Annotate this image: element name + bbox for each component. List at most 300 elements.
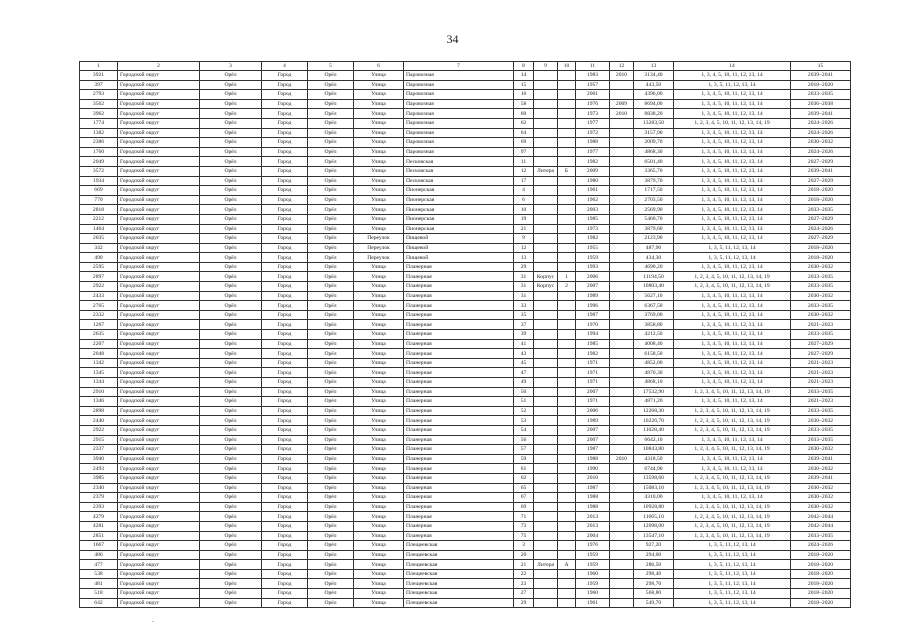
table-cell (558, 569, 576, 579)
table-cell: 61 (514, 464, 534, 474)
table-cell: Город (262, 128, 308, 138)
table-row (80, 71, 851, 81)
table-cell: 58 (514, 99, 534, 109)
table-cell: Планерная (404, 483, 514, 493)
table-cell: 1, 3, 4, 5, 10, 11, 12, 13, 14 (674, 205, 791, 215)
table-cell (610, 157, 634, 167)
table-cell (534, 205, 558, 215)
table-cell: Планерная (404, 378, 514, 388)
table-cell: Город (262, 349, 308, 359)
table-cell: Планерная (404, 435, 514, 445)
table-row (80, 243, 851, 253)
table-cell (558, 195, 576, 205)
table-cell: Корпус (534, 272, 558, 282)
table-cell: Городской округ (118, 435, 200, 445)
table-cell: Город (262, 445, 308, 455)
table-cell (558, 205, 576, 215)
table-cell: 3940 (80, 454, 118, 464)
table-cell: 60 (514, 109, 534, 119)
table-cell: 1, 3, 5, 11, 12, 13, 14 (674, 550, 791, 560)
table-cell: Песковская (404, 157, 514, 167)
table-cell: 4279 (80, 512, 118, 522)
table-cell: Орёл (308, 157, 354, 167)
table-cell: 1, 2, 3, 4, 5, 10, 11, 12, 13, 14, 19 (674, 531, 791, 541)
table-cell: 1, 3, 4, 5, 10, 11, 12, 13, 14 (674, 493, 791, 503)
table-cell: Городской округ (118, 339, 200, 349)
table-cell: 1960 (576, 589, 610, 599)
table-cell (558, 368, 576, 378)
table-cell (558, 521, 576, 531)
table-cell: Плещеевская (404, 589, 514, 599)
table-cell: 1, 3, 4, 5, 10, 11, 12, 13, 14 (674, 368, 791, 378)
table-cell (610, 234, 634, 244)
table-row (80, 569, 851, 579)
table-row (80, 416, 851, 426)
table-cell: 3365,70 (634, 166, 674, 176)
table-cell: Городской округ (118, 521, 200, 531)
table-cell (610, 483, 634, 493)
table-cell: Орёл (200, 205, 262, 215)
table-cell (610, 473, 634, 483)
table-cell: 12268,30 (634, 406, 674, 416)
table-cell: А (558, 560, 576, 570)
table-cell: Городской округ (118, 310, 200, 320)
table-cell: Город (262, 195, 308, 205)
table-cell: Орёл (308, 118, 354, 128)
table-row (80, 138, 851, 148)
table-cell: Город (262, 560, 308, 570)
table-cell: 67 (514, 493, 534, 503)
table-cell (534, 454, 558, 464)
table-cell: Орёл (200, 320, 262, 330)
table-cell: 1, 3, 5, 11, 12, 13, 14 (674, 243, 791, 253)
table-cell: 4396,00 (634, 90, 674, 100)
table-cell: 1970 (576, 320, 610, 330)
table-cell: 518 (80, 589, 118, 599)
table-cell: 54 (514, 425, 534, 435)
table-cell: Город (262, 502, 308, 512)
table-cell: 2010 (576, 473, 610, 483)
table-cell: 1960 (576, 569, 610, 579)
table-cell (534, 262, 558, 272)
table-cell: Улица (354, 521, 404, 531)
table-cell: Город (262, 531, 308, 541)
table-cell: 1 (558, 272, 576, 282)
table-cell: Плещеевская (404, 598, 514, 608)
table-cell: 298,70 (634, 579, 674, 589)
table-cell: Орёл (200, 473, 262, 483)
table-cell: Улица (354, 502, 404, 512)
table-cell: Городской округ (118, 234, 200, 244)
table-cell: 1982 (576, 157, 610, 167)
table-cell: 1980 (576, 176, 610, 186)
table-cell: Планерная (404, 310, 514, 320)
table-row (80, 406, 851, 416)
table-cell: 2030–2032 (791, 464, 851, 474)
table-cell: 2018–2020 (791, 589, 851, 599)
table-cell: 1346 (80, 397, 118, 407)
table-cell: 2440 (80, 416, 118, 426)
table-cell (610, 272, 634, 282)
table-cell: 1989 (576, 416, 610, 426)
table-cell: 1345 (80, 368, 118, 378)
table-cell (610, 569, 634, 579)
table-cell: Город (262, 234, 308, 244)
table-body (80, 62, 851, 608)
table-cell: 1, 3, 4, 5, 10, 11, 12, 13, 14 (674, 214, 791, 224)
table-cell: Орёл (308, 541, 354, 551)
table-cell: Город (262, 493, 308, 503)
table-cell: Пионерская (404, 205, 514, 215)
table-cell: Городской округ (118, 118, 200, 128)
table-row (80, 378, 851, 388)
table-cell: Городской округ (118, 330, 200, 340)
table-cell: 2027–2029 (791, 339, 851, 349)
table-cell: Улица (354, 71, 404, 81)
table-cell: 2033–2035 (791, 282, 851, 292)
table-cell: Город (262, 176, 308, 186)
table-cell: 2379 (80, 493, 118, 503)
table-cell: Город (262, 109, 308, 119)
table-cell: 770 (80, 195, 118, 205)
table-cell: 1, 3, 4, 5, 10, 11, 12, 13, 14 (674, 378, 791, 388)
table-cell: Городской округ (118, 464, 200, 474)
table-cell: Переулок (354, 253, 404, 263)
table-cell: 1342 (80, 358, 118, 368)
table-cell: Паровозная (404, 99, 514, 109)
table-cell: Город (262, 301, 308, 311)
table-cell: 1, 3, 4, 5, 10, 11, 12, 13, 14 (674, 454, 791, 464)
table-cell: Городской округ (118, 560, 200, 570)
table-cell (610, 138, 634, 148)
table-cell (534, 234, 558, 244)
table-row (80, 262, 851, 272)
table-cell: Город (262, 205, 308, 215)
table-cell (534, 99, 558, 109)
table-cell (558, 550, 576, 560)
table-cell: Планерная (404, 272, 514, 282)
table-cell: 2039–2041 (791, 71, 851, 81)
table-cell: Городской округ (118, 531, 200, 541)
table-cell (534, 90, 558, 100)
table-cell: Орёл (200, 157, 262, 167)
table-cell: 1971 (576, 397, 610, 407)
table-cell: Городской округ (118, 579, 200, 589)
column-header: 14 (674, 62, 791, 71)
table-cell: 2039–2041 (791, 473, 851, 483)
table-cell: Орёл (308, 406, 354, 416)
table-cell (610, 397, 634, 407)
table-cell: 1, 3, 4, 5, 10, 11, 12, 13, 14 (674, 330, 791, 340)
table-cell: 1934 (80, 176, 118, 186)
table-cell: 1, 2, 3, 4, 5, 10, 11, 12, 13, 14, 19 (674, 406, 791, 416)
table-cell: Пионерская (404, 195, 514, 205)
table-cell: Плещеевская (404, 579, 514, 589)
table-cell: 2010 (610, 454, 634, 464)
table-cell: Литера (534, 166, 558, 176)
table-row (80, 560, 851, 570)
table-cell: 2018–2020 (791, 80, 851, 90)
table-cell: Улица (354, 128, 404, 138)
table-cell: 1977 (576, 147, 610, 157)
table-cell: 59 (514, 454, 534, 464)
table-cell: Улица (354, 109, 404, 119)
table-cell: 16 (514, 90, 534, 100)
table-cell: 2004 (576, 531, 610, 541)
table-cell: Город (262, 541, 308, 551)
table-cell: 1988 (576, 493, 610, 503)
table-cell: 64 (514, 128, 534, 138)
table-cell (534, 493, 558, 503)
table-cell: 8694,00 (634, 99, 674, 109)
table-cell: Орёл (200, 454, 262, 464)
table-cell (558, 71, 576, 81)
table-cell: Орёл (308, 521, 354, 531)
table-cell: 1982 (576, 349, 610, 359)
table-cell: 2123,90 (634, 234, 674, 244)
table-cell: 1988 (576, 454, 610, 464)
table-cell: Городской округ (118, 128, 200, 138)
table-cell: Орёл (308, 598, 354, 608)
table-cell: 4310,00 (634, 493, 674, 503)
table-cell: Орёл (200, 560, 262, 570)
table-cell: Орёл (200, 358, 262, 368)
table-cell: Орёл (200, 310, 262, 320)
table-cell: 1, 3, 4, 5, 10, 11, 12, 13, 14 (674, 147, 791, 157)
table-cell: 23 (514, 579, 534, 589)
table-cell (534, 109, 558, 119)
table-cell: 2006 (576, 406, 610, 416)
table-cell: Улица (354, 454, 404, 464)
table-cell: Город (262, 272, 308, 282)
table-cell: Корпус (534, 282, 558, 292)
table-cell: 2897 (80, 272, 118, 282)
table-cell (610, 531, 634, 541)
table-cell: 4852,00 (634, 358, 674, 368)
table-cell: Город (262, 166, 308, 176)
table-cell: 1989 (576, 291, 610, 301)
table-cell: 11 (514, 157, 534, 167)
table-cell: 2018–2020 (791, 550, 851, 560)
table-cell: 1, 3, 4, 5, 10, 11, 12, 13, 14 (674, 176, 791, 186)
table-cell: Городской округ (118, 147, 200, 157)
table-cell (534, 541, 558, 551)
table-row (80, 358, 851, 368)
table-cell: 13283,50 (634, 118, 674, 128)
table-cell: 1, 3, 4, 5, 10, 11, 12, 13, 14 (674, 224, 791, 234)
table-cell (558, 320, 576, 330)
table-cell: 2039–2041 (791, 454, 851, 464)
table-cell (558, 310, 576, 320)
table-row (80, 99, 851, 109)
table-cell: Улица (354, 186, 404, 196)
table-cell: 1959 (576, 253, 610, 263)
table-cell: Город (262, 71, 308, 81)
table-cell: Город (262, 90, 308, 100)
table-cell: 1955 (576, 243, 610, 253)
table-cell (558, 358, 576, 368)
table-cell: Городской округ (118, 368, 200, 378)
table-cell: 2033–2035 (791, 387, 851, 397)
table-cell: Орёл (308, 71, 354, 81)
table-cell: Планерная (404, 301, 514, 311)
table-cell (534, 118, 558, 128)
table-cell: 3921 (80, 71, 118, 81)
table-cell: 1, 3, 5, 11, 12, 13, 14 (674, 579, 791, 589)
table-cell: 1, 3, 4, 5, 10, 11, 12, 13, 14 (674, 128, 791, 138)
table-cell: 1985 (576, 214, 610, 224)
table-cell: Планерная (404, 330, 514, 340)
column-header: 6 (354, 62, 404, 71)
table-cell: Паровозная (404, 118, 514, 128)
table-cell: 1994 (576, 330, 610, 340)
table-row (80, 579, 851, 589)
table-cell: Планерная (404, 368, 514, 378)
table-cell: 1959 (576, 560, 610, 570)
table-cell: Улица (354, 291, 404, 301)
table-cell: 3879,60 (634, 224, 674, 234)
table-cell: Орёл (200, 598, 262, 608)
table-row (80, 531, 851, 541)
table-cell: Переулок (354, 243, 404, 253)
table-cell (610, 195, 634, 205)
table-cell: Городской округ (118, 301, 200, 311)
table-cell: 490 (80, 253, 118, 263)
table-cell: Орёл (308, 138, 354, 148)
table-cell: 4868,30 (634, 147, 674, 157)
table-cell: Город (262, 579, 308, 589)
table-cell: 3962 (80, 109, 118, 119)
table-cell (558, 435, 576, 445)
table-cell (610, 301, 634, 311)
table-cell: Городской округ (118, 483, 200, 493)
table-cell: 294,00 (634, 550, 674, 560)
table-cell: Орёл (308, 262, 354, 272)
table-cell (534, 330, 558, 340)
table-cell: 1760 (80, 147, 118, 157)
table-cell: 1, 2, 3, 4, 5, 10, 11, 12, 13, 14, 19 (674, 502, 791, 512)
table-cell: Город (262, 118, 308, 128)
table-cell: Город (262, 224, 308, 234)
table-cell: 1, 2, 3, 4, 5, 10, 11, 12, 13, 14, 19 (674, 387, 791, 397)
table-cell: Паровозная (404, 128, 514, 138)
table-cell: Орёл (308, 214, 354, 224)
table-cell: Орёл (308, 320, 354, 330)
table-cell (558, 301, 576, 311)
table-cell: 2018–2020 (791, 243, 851, 253)
table-cell: 1, 2, 3, 4, 5, 10, 11, 12, 13, 14, 19 (674, 445, 791, 455)
table-cell: 1, 2, 3, 4, 5, 10, 11, 12, 13, 14, 19 (674, 416, 791, 426)
table-cell (558, 186, 576, 196)
table-cell: 69 (514, 138, 534, 148)
table-cell (610, 128, 634, 138)
table-cell (558, 339, 576, 349)
table-cell: Улица (354, 349, 404, 359)
table-cell: 1382 (80, 128, 118, 138)
column-header: 13 (634, 62, 674, 71)
table-cell: Орёл (200, 569, 262, 579)
table-cell: 1971 (576, 378, 610, 388)
table-cell: 1344 (80, 378, 118, 388)
table-cell: Орёл (308, 358, 354, 368)
table-cell (534, 598, 558, 608)
table-cell: 6501,40 (634, 157, 674, 167)
table-cell (534, 147, 558, 157)
table-cell (610, 176, 634, 186)
table-cell: Планерная (404, 493, 514, 503)
table-cell (534, 579, 558, 589)
table-cell: 2010 (610, 71, 634, 81)
table-cell: Б (558, 166, 576, 176)
table-cell: 1, 3, 4, 5, 10, 11, 12, 13, 14 (674, 435, 791, 445)
table-cell: 2018–2020 (791, 569, 851, 579)
table-cell (534, 349, 558, 359)
table-cell: Орёл (308, 80, 354, 90)
table-cell: Городской округ (118, 569, 200, 579)
table-cell: Городской округ (118, 272, 200, 282)
table-row (80, 598, 851, 608)
table-cell: Городской округ (118, 176, 200, 186)
table-cell: 1, 2, 3, 4, 5, 10, 11, 12, 13, 14, 19 (674, 521, 791, 531)
table-cell (610, 378, 634, 388)
table-cell: Орёл (308, 387, 354, 397)
table-cell: Улица (354, 368, 404, 378)
table-cell: Улица (354, 589, 404, 599)
table-cell: 1717,50 (634, 186, 674, 196)
table-cell (558, 387, 576, 397)
table-cell (534, 521, 558, 531)
table-cell: 1987 (576, 445, 610, 455)
table-cell (558, 406, 576, 416)
table-cell: 1, 3, 4, 5, 10, 11, 12, 13, 14 (674, 349, 791, 359)
table-cell: Город (262, 416, 308, 426)
table-cell (534, 387, 558, 397)
table-cell: Город (262, 310, 308, 320)
table-cell: 10 (514, 205, 534, 215)
table-cell (558, 109, 576, 119)
table-cell: 17532,90 (634, 387, 674, 397)
table-cell (534, 339, 558, 349)
table-cell: 1464 (80, 224, 118, 234)
table-cell: Городской округ (118, 186, 200, 196)
table-cell: Орёл (200, 512, 262, 522)
table-cell: Город (262, 358, 308, 368)
table-cell: Город (262, 253, 308, 263)
table-cell: Литера (534, 560, 558, 570)
table-cell: 2922 (80, 425, 118, 435)
table-cell (558, 502, 576, 512)
table-cell: Пищевой (404, 234, 514, 244)
table-cell: 1959 (576, 550, 610, 560)
table-row (80, 483, 851, 493)
table-cell: Паровозная (404, 90, 514, 100)
table-cell: Орёл (200, 550, 262, 560)
table-cell: 1962 (576, 195, 610, 205)
table-cell (610, 550, 634, 560)
table-cell: Город (262, 262, 308, 272)
table-cell: Улица (354, 387, 404, 397)
table-cell: Городской округ (118, 109, 200, 119)
table-cell: Городской округ (118, 349, 200, 359)
table-cell: Орёл (308, 425, 354, 435)
table-cell: Орёл (200, 397, 262, 407)
table-cell: Орёл (200, 224, 262, 234)
table-cell: Планерная (404, 397, 514, 407)
table-cell: Пионерская (404, 214, 514, 224)
table-cell: Город (262, 186, 308, 196)
table-row (80, 176, 851, 186)
column-header: 2 (118, 62, 200, 71)
